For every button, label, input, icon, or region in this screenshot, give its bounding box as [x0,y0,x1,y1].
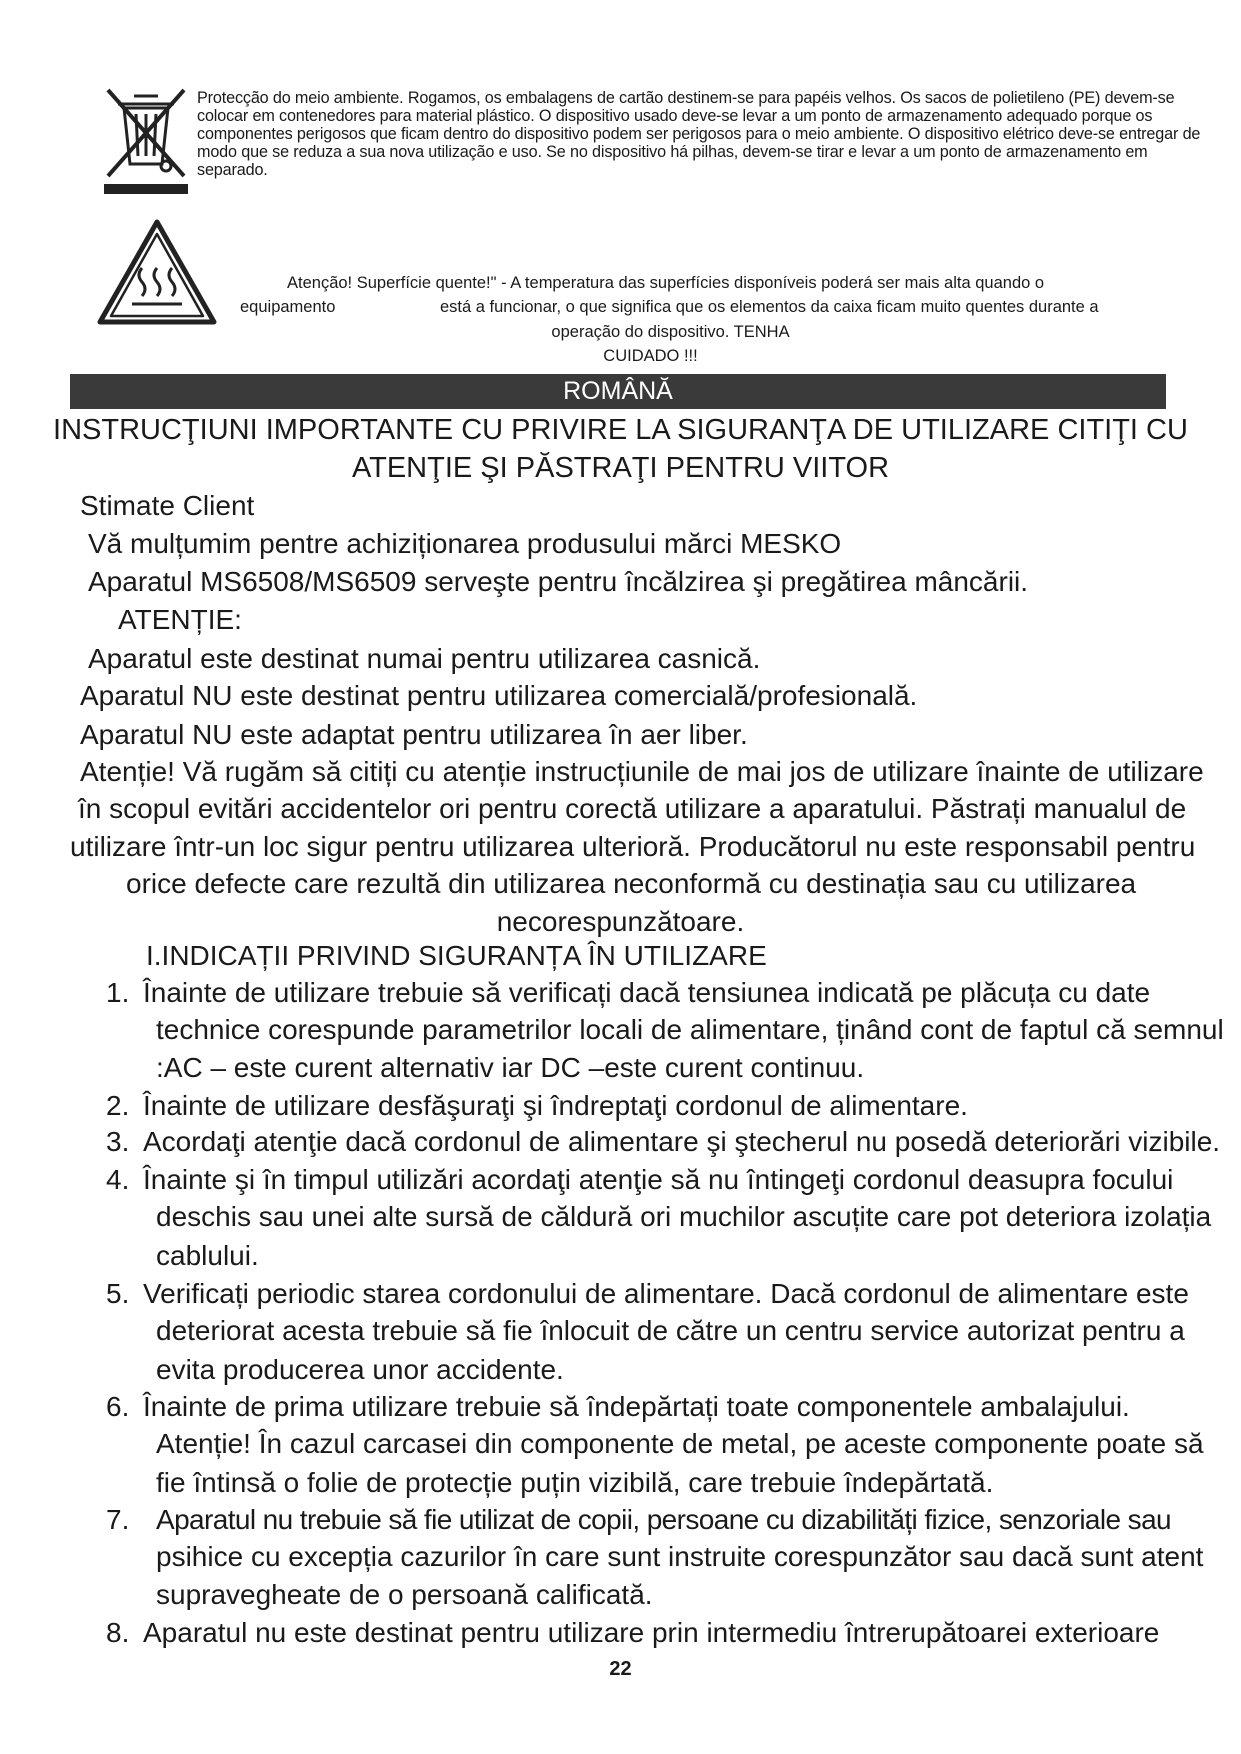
environment-notice: Protecção do meio ambiente. Rogamos, os embalagens de cartão destinem-se para papéis velhos. Os sacos de polietileno (PE) devem-se colocar em contenedores para material plástico. O dispositivo usado deve-se levar a um ponto de armazenamento adequado porque os componentes perigosos que ficam dentro do dispositivo podem ser perigosos para o meio ambiente. O dispositivo elétrico deve-se entregar de modo que se reduza a sua nova utilização e uso. Se no dispositivo há pilhas, devem-se tirar e levar a um ponto de armazenamento em separado. [197,89,1201,179]
warning-line: utilizare într-un loc sigur pentru utilizarea ulterioră. Producătorul nu este responsabil pentru [70,831,1196,862]
document-title: ATENŢIE ŞI PĂSTRAŢI PENTRU VIITOR [351,452,890,484]
list-number: 3. [106,1126,130,1157]
list-item-line: Verificați periodic starea cordonului de alimentare. Dacă cordonul de alimentare este [143,1278,1189,1309]
list-item-line: technice corespunde parametrilor locali de alimentare, ținând cont de faptul că semnul [156,1014,1224,1045]
list-item-line: Înainte de utilizare desfăşuraţi şi îndreptaţi cordonul de alimentare. [143,1090,968,1121]
list-item-line: supravegheate de o persoană calificată. [156,1579,653,1610]
hot-notice-line: operação do dispositivo. TENHA [551,323,790,341]
list-item-line: Atenție! În cazul carcasei din componente de metal, pe aceste componente poate să [156,1428,1204,1459]
list-item-line: deteriorat acesta trebuie să fie înlocuit de către un centru service autorizat pentru a [156,1315,1185,1346]
list-number: 1. [106,977,130,1008]
warning-line: orice defecte care rezultă din utilizarea neconformă cu destinația sau cu utilizarea [126,868,1137,899]
hot-notice-line: equipamento [240,298,336,316]
list-number: 4. [106,1164,130,1195]
list-item-line: fie întinsă o folie de protecție puțin vizibilă, care trebuie îndepărtată. [156,1467,994,1498]
list-item-line: psihice cu excepția cazurilor în care sunt instruite corespunzător sau dacă sunt atent [156,1541,1204,1572]
warning-line: în scopul evitări accidentelor ori pentru corectă utilizare a aparatului. Păstrați manualul de [78,793,1187,824]
hot-surface-warning-icon [96,218,218,326]
list-item-line: cablului. [156,1240,259,1271]
list-item-line: Aparatul nu este destinat pentru utilizare prin intermediu întrerupătoarei exterioare [143,1617,1160,1648]
intro-line: Aparatul NU este destinat pentru utilizarea comercială/profesională. [80,680,918,711]
greeting: Stimate Client [80,490,255,521]
list-item-line: deschis sau unei alte sursă de căldură ori muchilor ascuțite care pot deteriora izolația [156,1201,1212,1232]
page-number: 22 [609,1658,632,1680]
hot-notice-line: Atenção! Superfície quente!" - A temperatura das superfícies disponíveis poderá ser mais alta quando o [287,274,1045,292]
language-header: ROMÂNĂ [70,374,1166,409]
intro-line: Aparatul MS6508/MS6509 serveşte pentru încălzirea şi pregătirea mâncării. [88,566,1029,597]
list-number: 7. [106,1504,130,1535]
list-item-line: Înainte de prima utilizare trebuie să îndepărtați toate componentele ambalajului. [143,1391,1130,1422]
list-item-line: Înainte şi în timpul utilizări acordaţi atenţie să nu întingeţi cordonul deasupra focului [143,1164,1174,1195]
list-number: 5. [106,1278,130,1309]
list-item-line: :AC – este curent alternativ iar DC –este curent continuu. [156,1052,865,1083]
intro-line: Aparatul NU este adaptat pentru utilizarea în aer liber. [80,719,748,750]
document-title: INSTRUCŢIUNI IMPORTANTE CU PRIVIRE LA SIGURANŢA DE UTILIZARE CITIŢI CU [53,414,1188,446]
list-number: 8. [106,1617,130,1648]
list-item-line: Aparatul nu trebuie să fie utilizat de copii, persoane cu dizabilități fizice, senzoriale sau [156,1504,1172,1535]
warning-line: necorespunzătoare. [496,906,745,937]
list-item-line: evita producerea unor accidente. [156,1354,564,1385]
list-item-line: Înainte de utilizare trebuie să verificați dacă tensiunea indicată pe plăcuța cu date [143,977,1151,1008]
list-item-line: Acordaţi atenţie dacă cordonul de alimentare şi ştecherul nu posedă deteriorări vizibile. [143,1126,1221,1157]
list-number: 6. [106,1391,130,1422]
section-title: I.INDICAȚII PRIVIND SIGURANȚA ÎN UTILIZARE [146,940,767,971]
hot-notice-line: CUIDADO !!! [603,347,698,365]
weee-crossed-bin-icon [104,86,188,196]
warning-line: Atenție! Vă rugăm să citiți cu atenție instrucțiunile de mai jos de utilizare înainte de utilizare [80,756,1204,787]
intro-line: Aparatul este destinat numai pentru utilizarea casnică. [88,643,761,674]
attention-label: ATENȚIE: [118,604,242,635]
list-number: 2. [106,1090,130,1121]
intro-line: Vă mulțumim pentre achiziționarea produsului mărci MESKO [88,528,842,559]
hot-notice-line: está a funcionar, o que significa que os elementos da caixa ficam muito quentes durante a [440,298,1099,316]
